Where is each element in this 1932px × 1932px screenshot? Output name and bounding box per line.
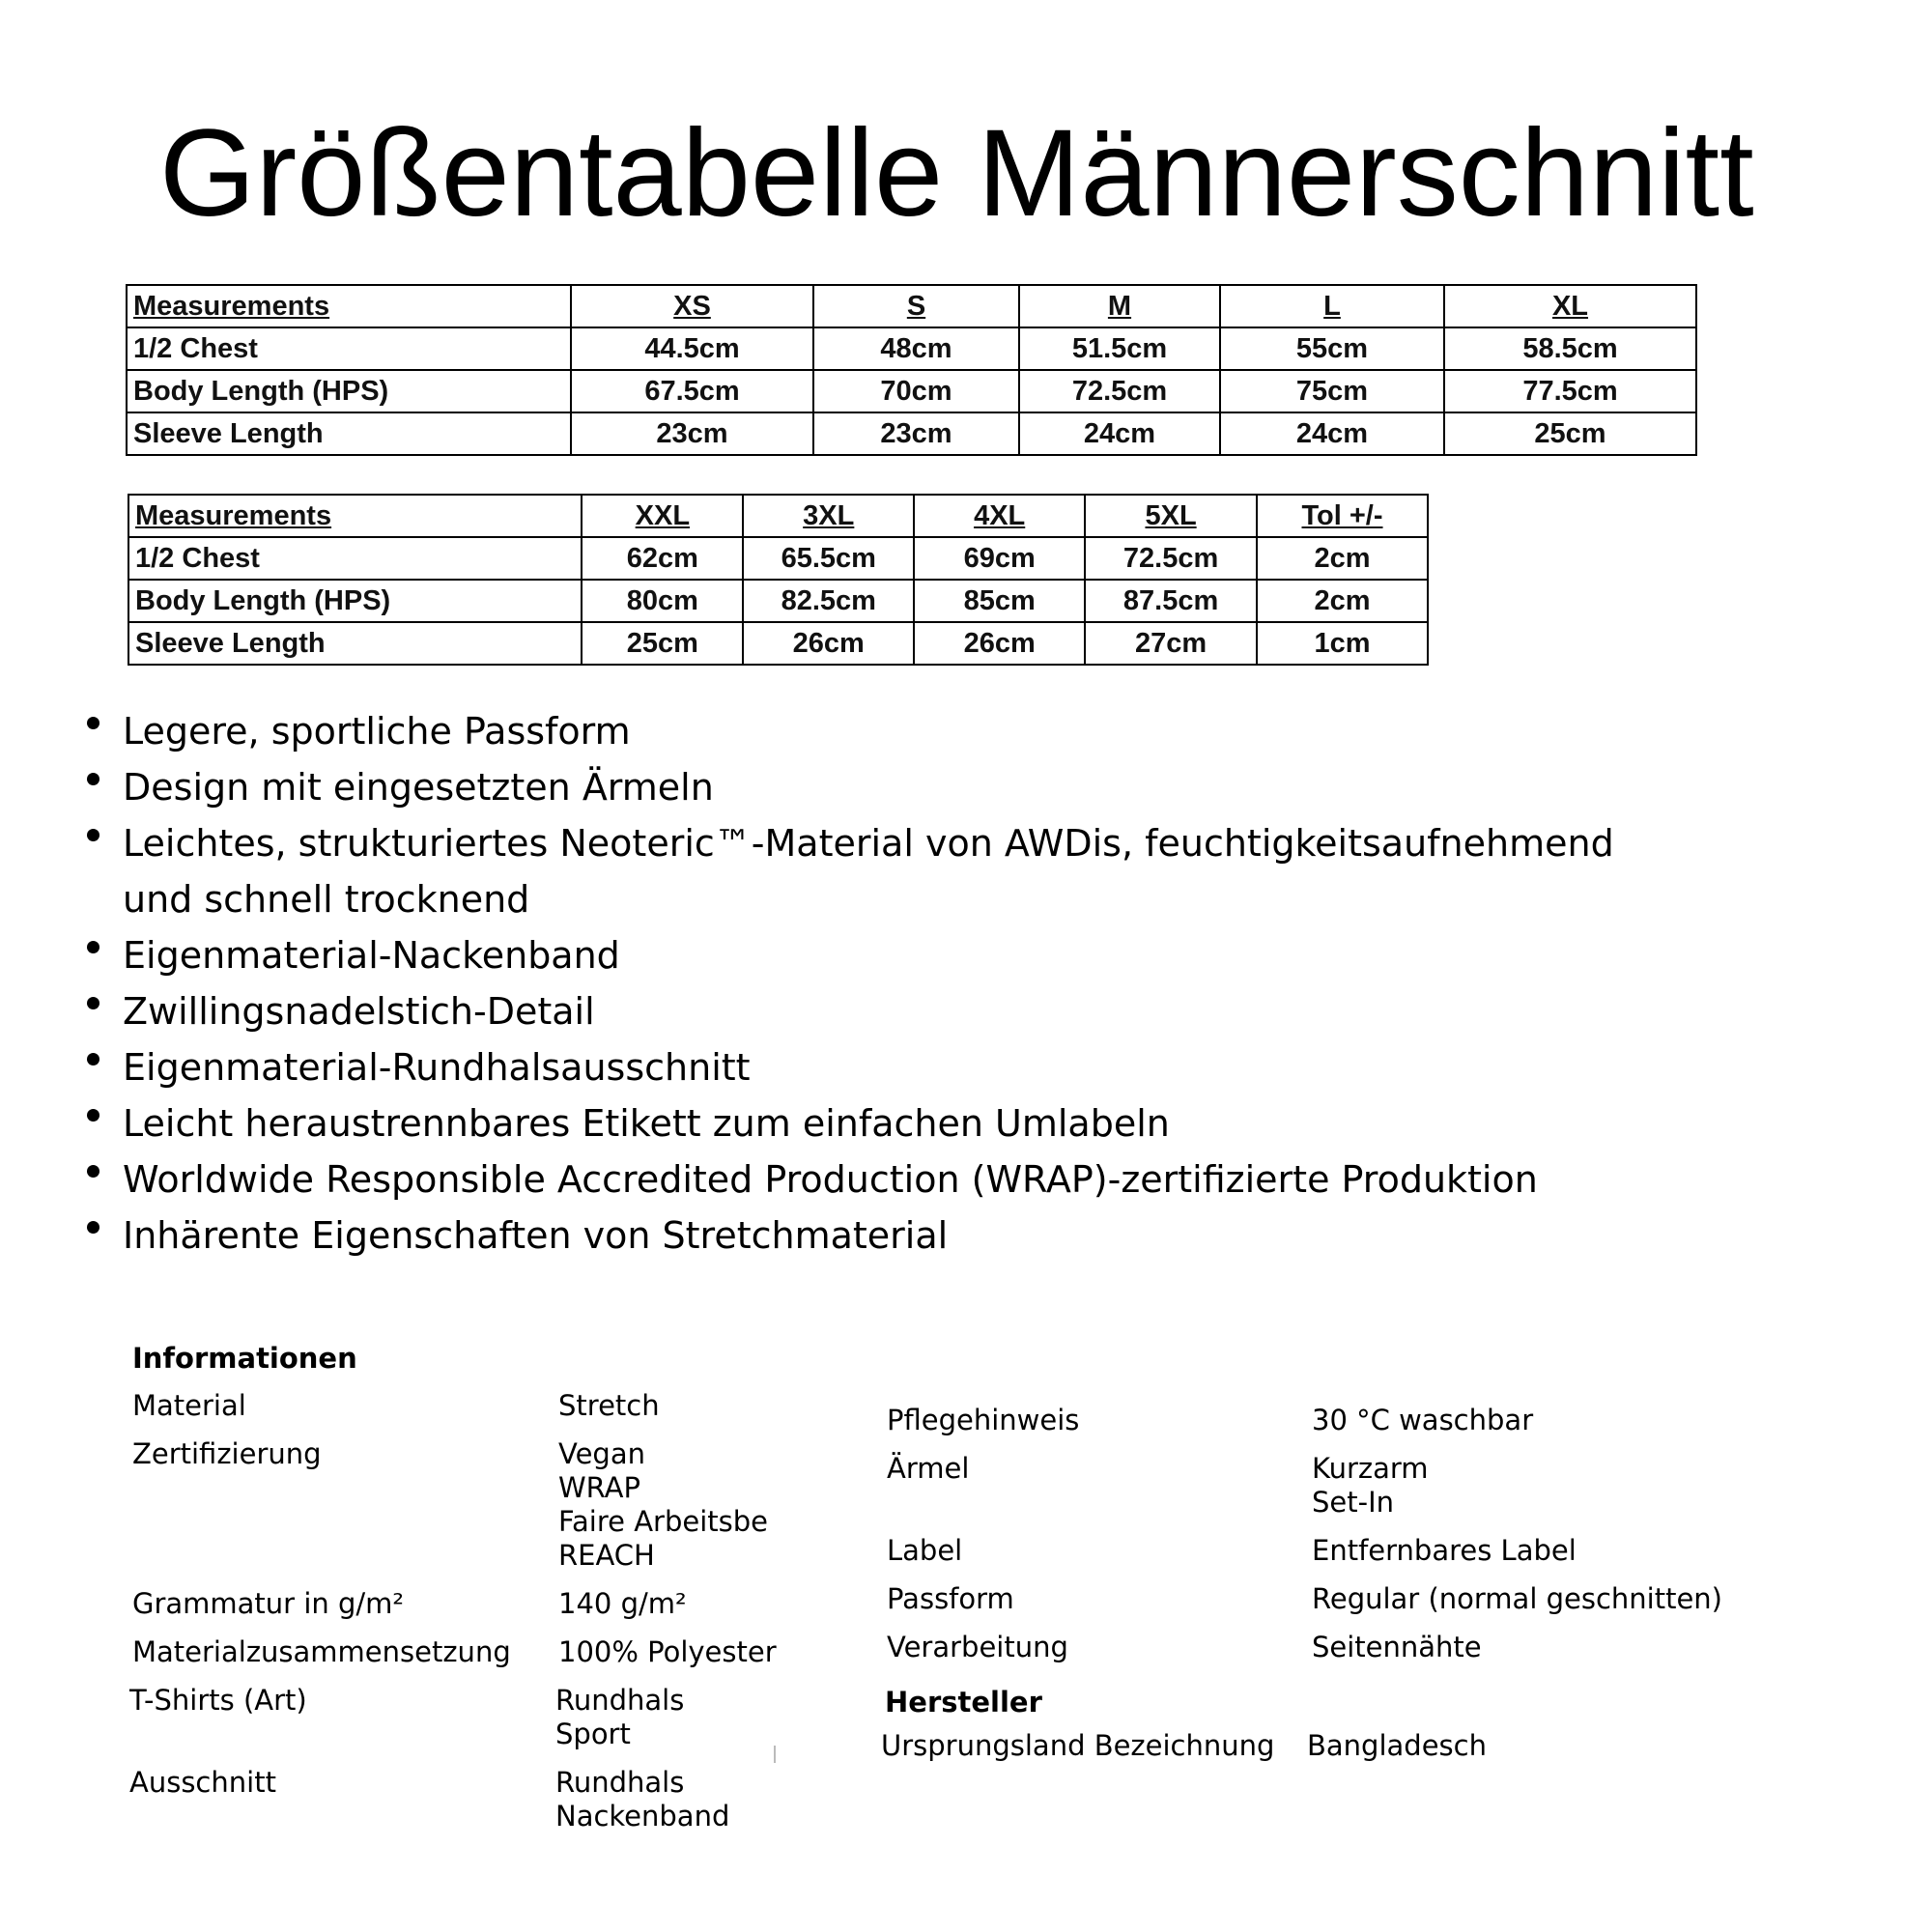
info-label-finishing: Verarbeitung	[887, 1631, 1068, 1663]
table-cell: 85cm	[914, 580, 1085, 622]
column-header: M	[1019, 285, 1220, 327]
table-cell: 55cm	[1220, 327, 1444, 370]
table-row	[127, 327, 1696, 370]
table-cell: 25cm	[582, 622, 743, 665]
table-cell: 1cm	[1257, 622, 1428, 665]
feature-list	[82, 703, 1821, 1264]
table-cell: 87.5cm	[1085, 580, 1257, 622]
table-row	[128, 580, 1428, 622]
info-label-fit: Passform	[887, 1582, 1014, 1615]
column-header: L	[1220, 285, 1444, 327]
info-value-neckline-1: Rundhals	[555, 1766, 685, 1799]
info-value-tshirt-type-1: Rundhals	[555, 1684, 685, 1717]
table-header-row	[128, 495, 1428, 537]
column-header: Measurements	[128, 495, 582, 537]
table-cell: 70cm	[813, 370, 1019, 412]
info-value-label: Entfernbares Label	[1312, 1534, 1577, 1567]
list-item-text: Leichtes, strukturiertes Neoteric™-Material von AWDis, feuchtigkeitsaufnehmend und schnell trocknend	[123, 822, 1614, 921]
list-item: Eigenmaterial-Nackenband	[82, 927, 1821, 983]
info-value-fit: Regular (normal geschnitten)	[1312, 1582, 1722, 1615]
row-label: Sleeve Length	[128, 622, 582, 665]
info-label-neckline: Ausschnitt	[129, 1766, 276, 1799]
column-header: S	[813, 285, 1019, 327]
list-item: Inhärente Eigenschaften von Stretchmaterial	[82, 1208, 1821, 1264]
info-label-care: Pflegehinweis	[887, 1404, 1080, 1436]
column-header: 3XL	[743, 495, 914, 537]
info-value-certification-4: REACH	[558, 1539, 655, 1572]
info-label-origin: Ursprungsland Bezeichnung	[881, 1729, 1275, 1762]
info-value-certification-2: WRAP	[558, 1471, 640, 1504]
table-cell: 26cm	[743, 622, 914, 665]
column-header: XL	[1444, 285, 1696, 327]
table-cell: 48cm	[813, 327, 1019, 370]
table-cell: 24cm	[1220, 412, 1444, 455]
table-cell: 26cm	[914, 622, 1085, 665]
page-title: Größentabelle Männerschnitt	[159, 104, 1754, 242]
list-item: Legere, sportliche Passform	[82, 703, 1821, 759]
list-item: Zwillingsnadelstich-Detail	[82, 983, 1821, 1039]
column-header: XXL	[582, 495, 743, 537]
table-cell: 27cm	[1085, 622, 1257, 665]
list-item: Eigenmaterial-Rundhalsausschnitt	[82, 1039, 1821, 1095]
column-header: XS	[571, 285, 813, 327]
manufacturer-heading: Hersteller	[885, 1686, 1042, 1719]
row-label: 1/2 Chest	[128, 537, 582, 580]
table-cell: 23cm	[571, 412, 813, 455]
size-table-2	[128, 494, 1429, 666]
table-cell: 62cm	[582, 537, 743, 580]
table-cell: 72.5cm	[1085, 537, 1257, 580]
table-cell: 2cm	[1257, 537, 1428, 580]
info-value-sleeve-2: Set-In	[1312, 1486, 1395, 1519]
info-label-certification: Zertifizierung	[132, 1437, 322, 1470]
info-value-sleeve-1: Kurzarm	[1312, 1452, 1429, 1485]
info-label-grammage: Grammatur in g/m²	[132, 1587, 405, 1620]
info-value-certification-3: Faire Arbeitsbe	[558, 1505, 768, 1538]
info-label-material: Material	[132, 1389, 246, 1422]
table-cell: 25cm	[1444, 412, 1696, 455]
table-cell: 72.5cm	[1019, 370, 1220, 412]
info-label-label: Label	[887, 1534, 963, 1567]
table-cell: 69cm	[914, 537, 1085, 580]
info-value-care: 30 °C waschbar	[1312, 1404, 1534, 1436]
info-value-material: Stretch	[558, 1389, 660, 1422]
table-row	[128, 622, 1428, 665]
table-cell: 75cm	[1220, 370, 1444, 412]
table-cell: 80cm	[582, 580, 743, 622]
list-item: Worldwide Responsible Accredited Production (WRAP)-zertifizierte Produktion	[82, 1151, 1821, 1208]
table-cell: 2cm	[1257, 580, 1428, 622]
divider-mark	[774, 1746, 776, 1763]
table-cell: 44.5cm	[571, 327, 813, 370]
info-label-sleeve: Ärmel	[887, 1452, 970, 1485]
column-header: 5XL	[1085, 495, 1257, 537]
info-value-tshirt-type-2: Sport	[555, 1718, 631, 1750]
table-cell: 67.5cm	[571, 370, 813, 412]
table-cell: 51.5cm	[1019, 327, 1220, 370]
info-heading: Informationen	[132, 1342, 357, 1375]
list-item: Leicht heraustrennbares Etikett zum einfachen Umlabeln	[82, 1095, 1821, 1151]
row-label: Body Length (HPS)	[127, 370, 571, 412]
info-value-finishing: Seitennähte	[1312, 1631, 1482, 1663]
column-header: Tol +/-	[1257, 495, 1428, 537]
table-row	[127, 370, 1696, 412]
list-item: Design mit eingesetzten Ärmeln	[82, 759, 1821, 815]
table-cell: 58.5cm	[1444, 327, 1696, 370]
row-label: Body Length (HPS)	[128, 580, 582, 622]
list-item	[82, 815, 1821, 927]
info-label-tshirt-type: T-Shirts (Art)	[129, 1684, 307, 1717]
table-header-row	[127, 285, 1696, 327]
table-cell: 82.5cm	[743, 580, 914, 622]
info-value-grammage: 140 g/m²	[558, 1587, 687, 1620]
table-cell: 24cm	[1019, 412, 1220, 455]
size-table-1	[126, 284, 1697, 456]
info-value-neckline-2: Nackenband	[555, 1800, 730, 1833]
row-label: Sleeve Length	[127, 412, 571, 455]
table-row	[128, 537, 1428, 580]
row-label: 1/2 Chest	[127, 327, 571, 370]
info-value-composition: 100% Polyester	[558, 1635, 777, 1668]
table-cell: 77.5cm	[1444, 370, 1696, 412]
column-header: 4XL	[914, 495, 1085, 537]
table-cell: 65.5cm	[743, 537, 914, 580]
info-value-certification-1: Vegan	[558, 1437, 645, 1470]
info-value-origin: Bangladesch	[1307, 1729, 1487, 1762]
info-label-composition: Materialzusammensetzung	[132, 1635, 511, 1668]
column-header: Measurements	[127, 285, 571, 327]
table-row	[127, 412, 1696, 455]
table-cell: 23cm	[813, 412, 1019, 455]
